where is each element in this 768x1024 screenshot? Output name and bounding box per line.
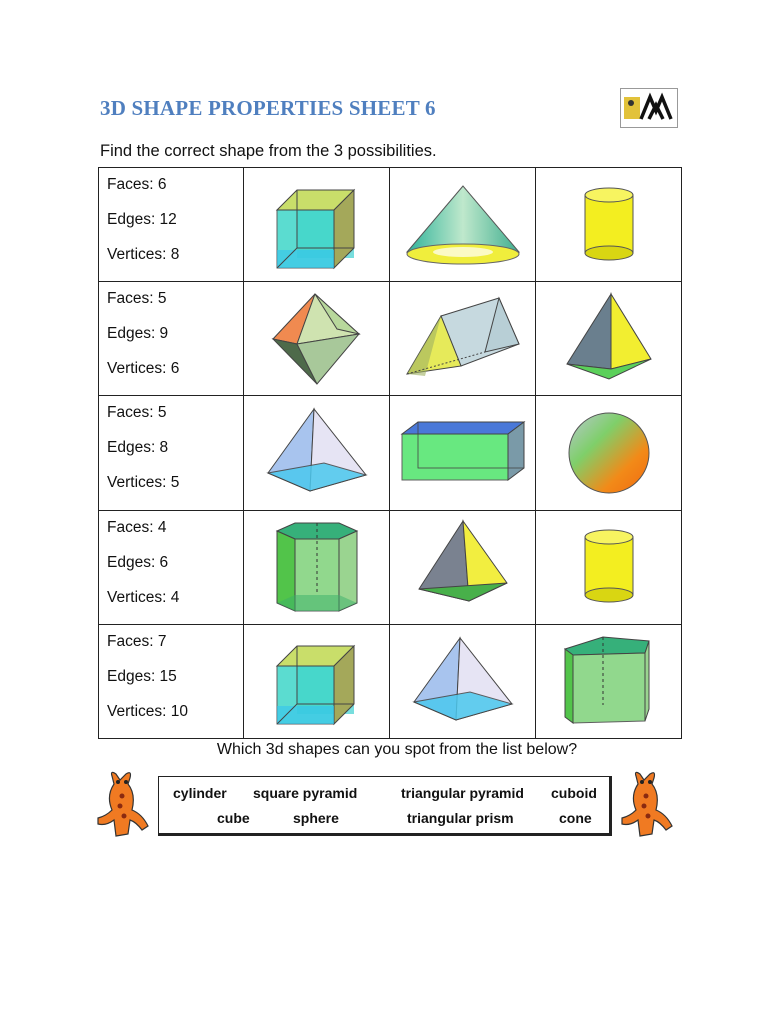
logo [620,88,678,128]
square-pyramid-icon [408,634,518,729]
faces-label: Faces: 5 [107,290,167,308]
properties-cell [99,282,244,396]
edges-label: Edges: 12 [107,211,177,228]
table-row [99,396,682,510]
faces-label: Faces: 5 [107,404,167,422]
shape-option[interactable] [390,624,536,738]
square-pyramid-icon [559,289,659,389]
table-row [99,282,682,396]
shape-table [98,167,682,739]
octahedron-icon [267,289,367,389]
word-cube: cube [217,810,250,826]
triangular-pyramid-icon [413,517,513,617]
faces-label: Faces: 4 [107,518,167,536]
shape-option[interactable] [244,168,390,282]
square-pyramid-icon [262,405,372,500]
cylinder-icon [579,527,639,607]
vertices-label: Vertices: 6 [107,360,180,378]
edges-label: Edges: 6 [107,553,169,571]
word-triangular-prism: triangular prism [407,810,514,826]
shape-option[interactable] [536,282,682,396]
shape-option[interactable] [536,168,682,282]
shape-option[interactable] [244,282,390,396]
shape-option[interactable] [390,510,536,624]
pentagonal-prism-icon [559,631,659,731]
shape-option[interactable] [390,396,536,510]
shape-option[interactable] [536,624,682,738]
vertices-label: Vertices: 10 [107,702,188,720]
shape-option[interactable] [244,624,390,738]
word-sphere: sphere [293,810,339,826]
vertices-label: Vertices: 5 [107,474,180,492]
sphere-icon [564,408,654,498]
properties-cell [99,624,244,738]
cube-icon [272,180,362,270]
word-list-box [158,776,612,836]
edges-label: Edges: 9 [107,325,169,343]
instructions: Find the correct shape from the 3 possibilities. [100,142,437,160]
triangular-prism-icon [403,294,523,384]
cone-icon [403,180,523,270]
vertices-label: Vertices: 8 [107,246,180,263]
word-triangular-pyramid: triangular pyramid [401,785,524,801]
edges-label: Edges: 15 [107,667,177,685]
edges-label: Edges: 8 [107,439,169,457]
word-cone: cone [559,810,592,826]
faces-label: Faces: 7 [107,632,167,650]
properties-cell [99,396,244,510]
shape-option[interactable] [244,396,390,510]
properties-cell [99,168,244,282]
word-cylinder: cylinder [173,785,227,801]
shape-option[interactable] [536,396,682,510]
vertices-label: Vertices: 4 [107,588,180,606]
faces-label: Faces: 6 [107,176,167,193]
table-row [99,624,682,738]
cuboid-icon [398,418,528,488]
shape-option[interactable] [390,282,536,396]
cartoon-creature-icon [92,770,152,840]
word-square-pyramid: square pyramid [253,785,358,801]
cube-icon [272,636,362,726]
properties-cell [99,510,244,624]
page-title: 3D SHAPE PROPERTIES SHEET 6 [100,96,436,120]
table-row [99,510,682,624]
cartoon-creature-icon [616,770,676,840]
shape-option[interactable] [536,510,682,624]
question-text: Which 3d shapes can you spot from the list below? [216,741,578,758]
table-row [99,168,682,282]
hexagonal-prism-icon [267,517,367,617]
cylinder-icon [579,185,639,265]
shape-option[interactable] [244,510,390,624]
shape-option[interactable] [390,168,536,282]
word-cuboid: cuboid [551,785,597,801]
